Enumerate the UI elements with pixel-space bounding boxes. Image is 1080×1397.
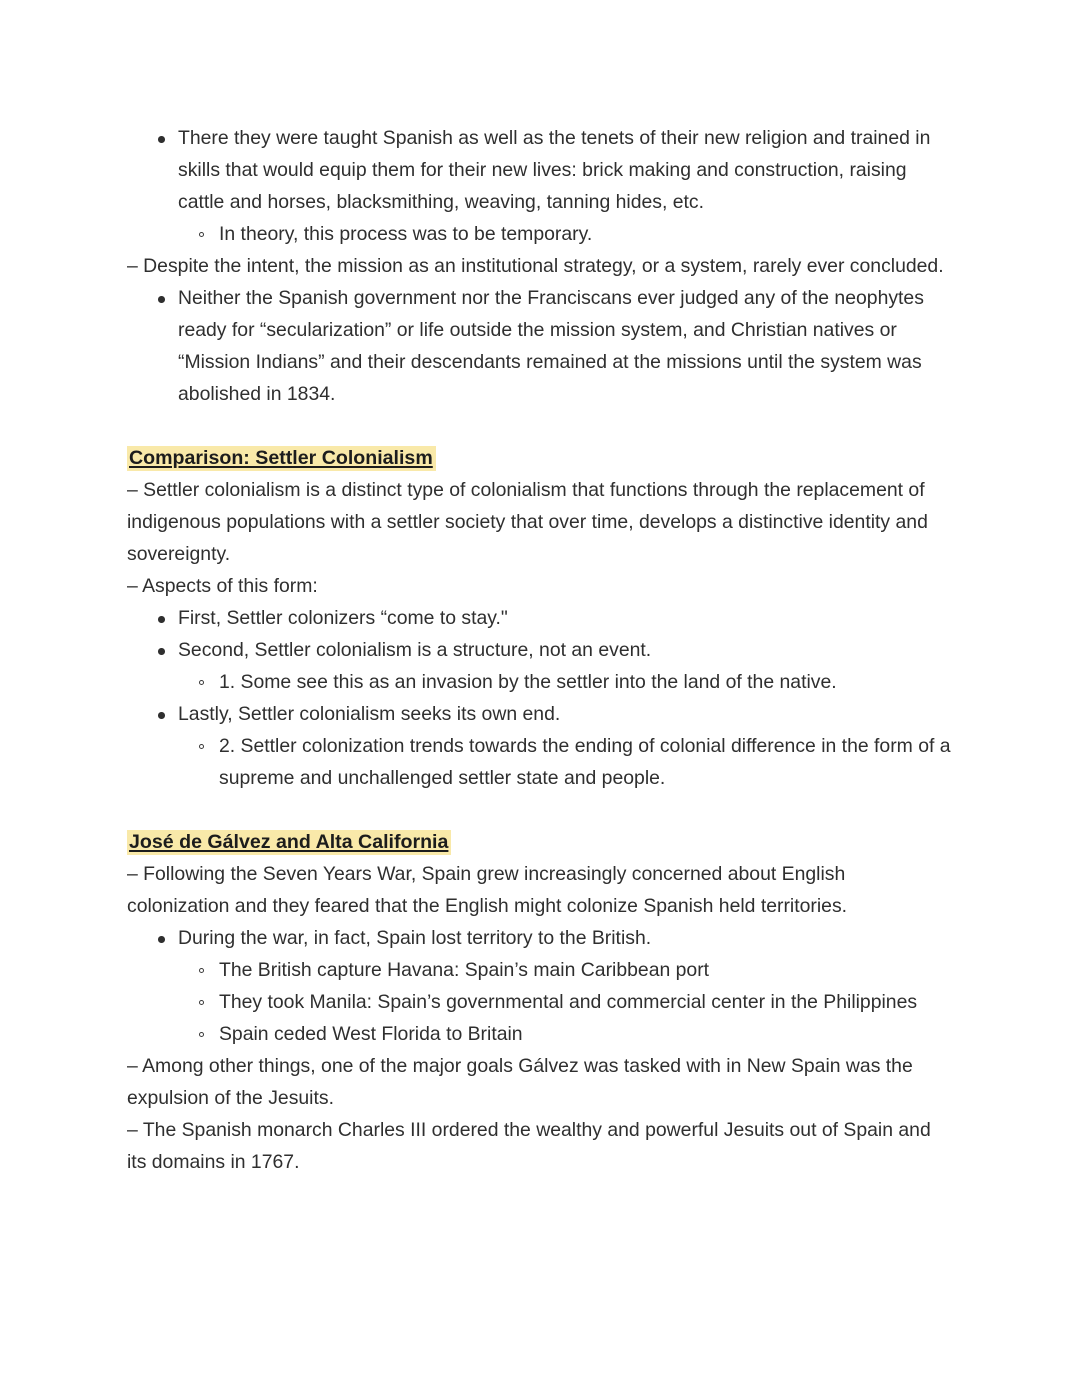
bullet-list	[127, 602, 952, 794]
section-heading-text: Comparison: Settler Colonialism	[127, 446, 436, 471]
document-body	[127, 122, 952, 1178]
sub-list-item-text: They took Manila: Spain’s governmental and commercial center in the Philippines	[219, 991, 918, 1013]
section-heading-galvez	[127, 826, 952, 858]
sub-list-item	[178, 986, 952, 1018]
list-item	[127, 602, 952, 634]
sub-list-item-text: In theory, this process was to be temporary.	[219, 223, 593, 245]
list-item	[127, 698, 952, 794]
sub-list-item	[178, 730, 952, 794]
sub-bullet-list	[178, 954, 952, 1050]
section-spacer	[127, 410, 952, 442]
section-spacer	[127, 794, 952, 826]
list-item-text: There they were taught Spanish as well as the tenets of their new religion and trained in skills that would equip them for their new lives: brick making and construction, raising cattle and horses, blacksmithing, weaving, tanning hides, etc.	[178, 127, 931, 213]
section-heading-comparison	[127, 442, 952, 474]
sub-list-item-text: Spain ceded West Florida to Britain	[219, 1023, 523, 1045]
sub-list-item	[178, 954, 952, 986]
sub-list-item	[178, 666, 952, 698]
paragraph: – Following the Seven Years War, Spain grew increasingly concerned about English colonization and they feared that the English might colonize Spanish held territories.	[127, 863, 848, 917]
paragraph: – Among other things, one of the major goals Gálvez was tasked with in New Spain was the expulsion of the Jesuits.	[127, 1055, 913, 1109]
list-item-text: During the war, in fact, Spain lost territory to the British.	[178, 927, 652, 949]
paragraph: – Despite the intent, the mission as an institutional strategy, or a system, rarely ever concluded.	[127, 255, 944, 277]
sub-bullet-list	[178, 218, 952, 250]
sub-bullet-list	[178, 730, 952, 794]
sub-list-item	[178, 1018, 952, 1050]
paragraph: – Aspects of this form:	[127, 575, 318, 597]
list-item-text: Lastly, Settler colonialism seeks its own end.	[178, 703, 561, 725]
bullet-list	[127, 122, 952, 250]
section-heading-text: José de Gálvez and Alta California	[127, 830, 451, 855]
sub-list-item-text: 1. Some see this as an invasion by the settler into the land of the native.	[219, 671, 837, 693]
bullet-list	[127, 922, 952, 1050]
bullet-list	[127, 282, 952, 410]
list-item-text: Second, Settler colonialism is a structure, not an event.	[178, 639, 652, 661]
list-item	[127, 922, 952, 1050]
sub-list-item	[178, 218, 952, 250]
list-item	[127, 634, 952, 698]
list-item-text: First, Settler colonizers “come to stay."	[178, 607, 508, 629]
list-item	[127, 122, 952, 250]
paragraph: – The Spanish monarch Charles III ordered the wealthy and powerful Jesuits out of Spain and its domains in 1767.	[127, 1119, 931, 1173]
sub-list-item-text: 2. Settler colonization trends towards the ending of colonial difference in the form of a supreme and unchallenged settler state and people.	[219, 735, 951, 789]
paragraph: – Settler colonialism is a distinct type of colonialism that functions through the replacement of indigenous populations with a settler society that over time, develops a distinctive identity and sovereignty.	[127, 479, 928, 565]
list-item-text: Neither the Spanish government nor the Franciscans ever judged any of the neophytes ready for “secularization” or life outside the mission system, and Christian natives or “Mission Indians” and their descendants remained at the missions until the system was abolished in 1834.	[178, 287, 924, 405]
list-item	[127, 282, 952, 410]
sub-list-item-text: The British capture Havana: Spain’s main Caribbean port	[219, 959, 710, 981]
sub-bullet-list	[178, 666, 952, 698]
